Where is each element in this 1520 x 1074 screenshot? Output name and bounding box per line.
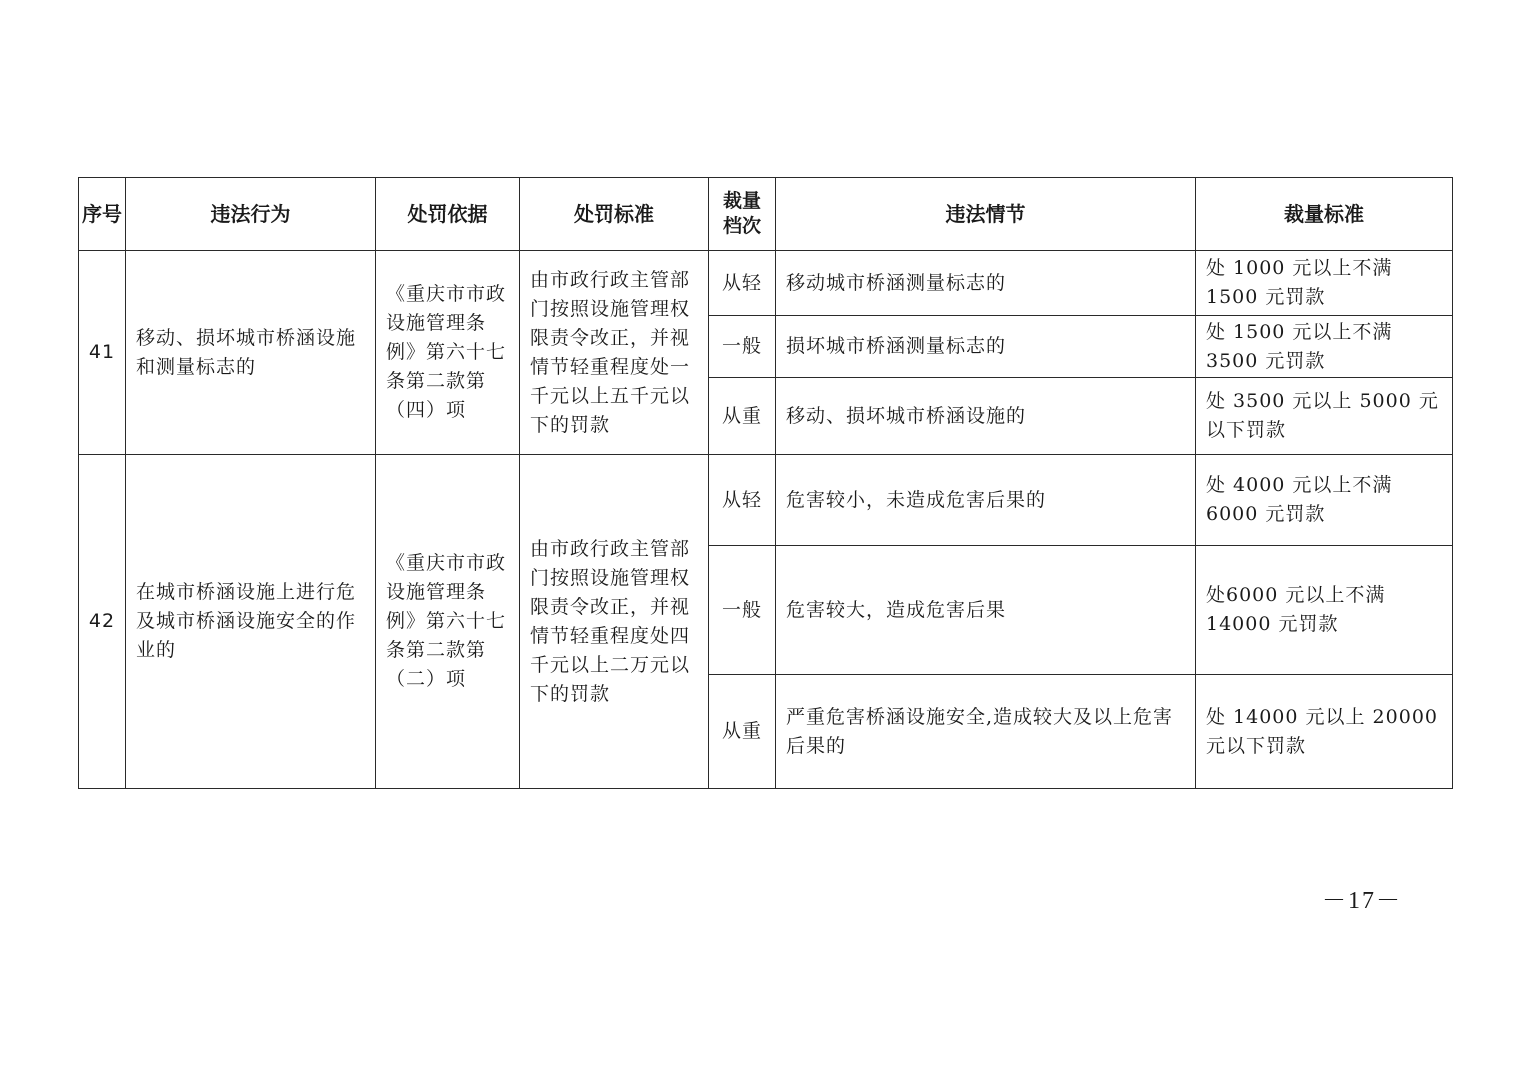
row-standard: 由市政行政主管部门按照设施管理权限责令改正，并视情节轻重程度处一千元以上五千元以下的罚款 — [520, 251, 709, 455]
header-standard: 处罚标准 — [520, 178, 709, 251]
level-cell: 从重 — [709, 378, 776, 455]
row-basis: 《重庆市市政设施管理条例》第六十七条第二款第（四）项 — [376, 251, 520, 455]
header-behavior: 违法行为 — [126, 178, 376, 251]
discretion-cell: 处 14000 元以上 20000 元以下罚款 — [1196, 675, 1453, 789]
row-seq: 42 — [79, 455, 126, 789]
header-discretion: 裁量标准 — [1196, 178, 1453, 251]
circumstance-cell: 损坏城市桥涵测量标志的 — [776, 316, 1196, 378]
discretion-cell: 处 3500 元以上 5000 元以下罚款 — [1196, 378, 1453, 455]
row-basis: 《重庆市市政设施管理条例》第六十七条第二款第（二）项 — [376, 455, 520, 789]
header-circumstance: 违法情节 — [776, 178, 1196, 251]
level-cell: 从轻 — [709, 455, 776, 546]
circumstance-cell: 危害较小，未造成危害后果的 — [776, 455, 1196, 546]
discretion-cell: 处 4000 元以上不满 6000 元罚款 — [1196, 455, 1453, 546]
row-behavior: 在城市桥涵设施上进行危及城市桥涵设施安全的作业的 — [126, 455, 376, 789]
row-standard: 由市政行政主管部门按照设施管理权限责令改正，并视情节轻重程度处四千元以上二万元以下的罚款 — [520, 455, 709, 789]
row-seq: 41 — [79, 251, 126, 455]
circumstance-cell: 危害较大，造成危害后果 — [776, 546, 1196, 675]
circumstance-cell: 移动城市桥涵测量标志的 — [776, 251, 1196, 316]
discretion-cell: 处 1000 元以上不满 1500 元罚款 — [1196, 251, 1453, 316]
row-behavior: 移动、损坏城市桥涵设施和测量标志的 — [126, 251, 376, 455]
table-header-row — [79, 178, 1453, 251]
header-basis: 处罚依据 — [376, 178, 520, 251]
table-row — [79, 455, 1453, 546]
table-row — [79, 251, 1453, 316]
level-cell: 从重 — [709, 675, 776, 789]
header-seq: 序号 — [79, 178, 126, 251]
level-cell: 从轻 — [709, 251, 776, 316]
discretion-cell: 处6000 元以上不满 14000 元罚款 — [1196, 546, 1453, 675]
level-cell: 一般 — [709, 316, 776, 378]
circumstance-cell: 严重危害桥涵设施安全,造成较大及以上危害后果的 — [776, 675, 1196, 789]
header-level: 裁量 档次 — [709, 178, 776, 251]
discretion-cell: 处 1500 元以上不满 3500 元罚款 — [1196, 316, 1453, 378]
level-cell: 一般 — [709, 546, 776, 675]
penalty-discretion-table — [78, 177, 1453, 789]
page-number: －17－ — [1322, 888, 1402, 914]
circumstance-cell: 移动、损坏城市桥涵设施的 — [776, 378, 1196, 455]
